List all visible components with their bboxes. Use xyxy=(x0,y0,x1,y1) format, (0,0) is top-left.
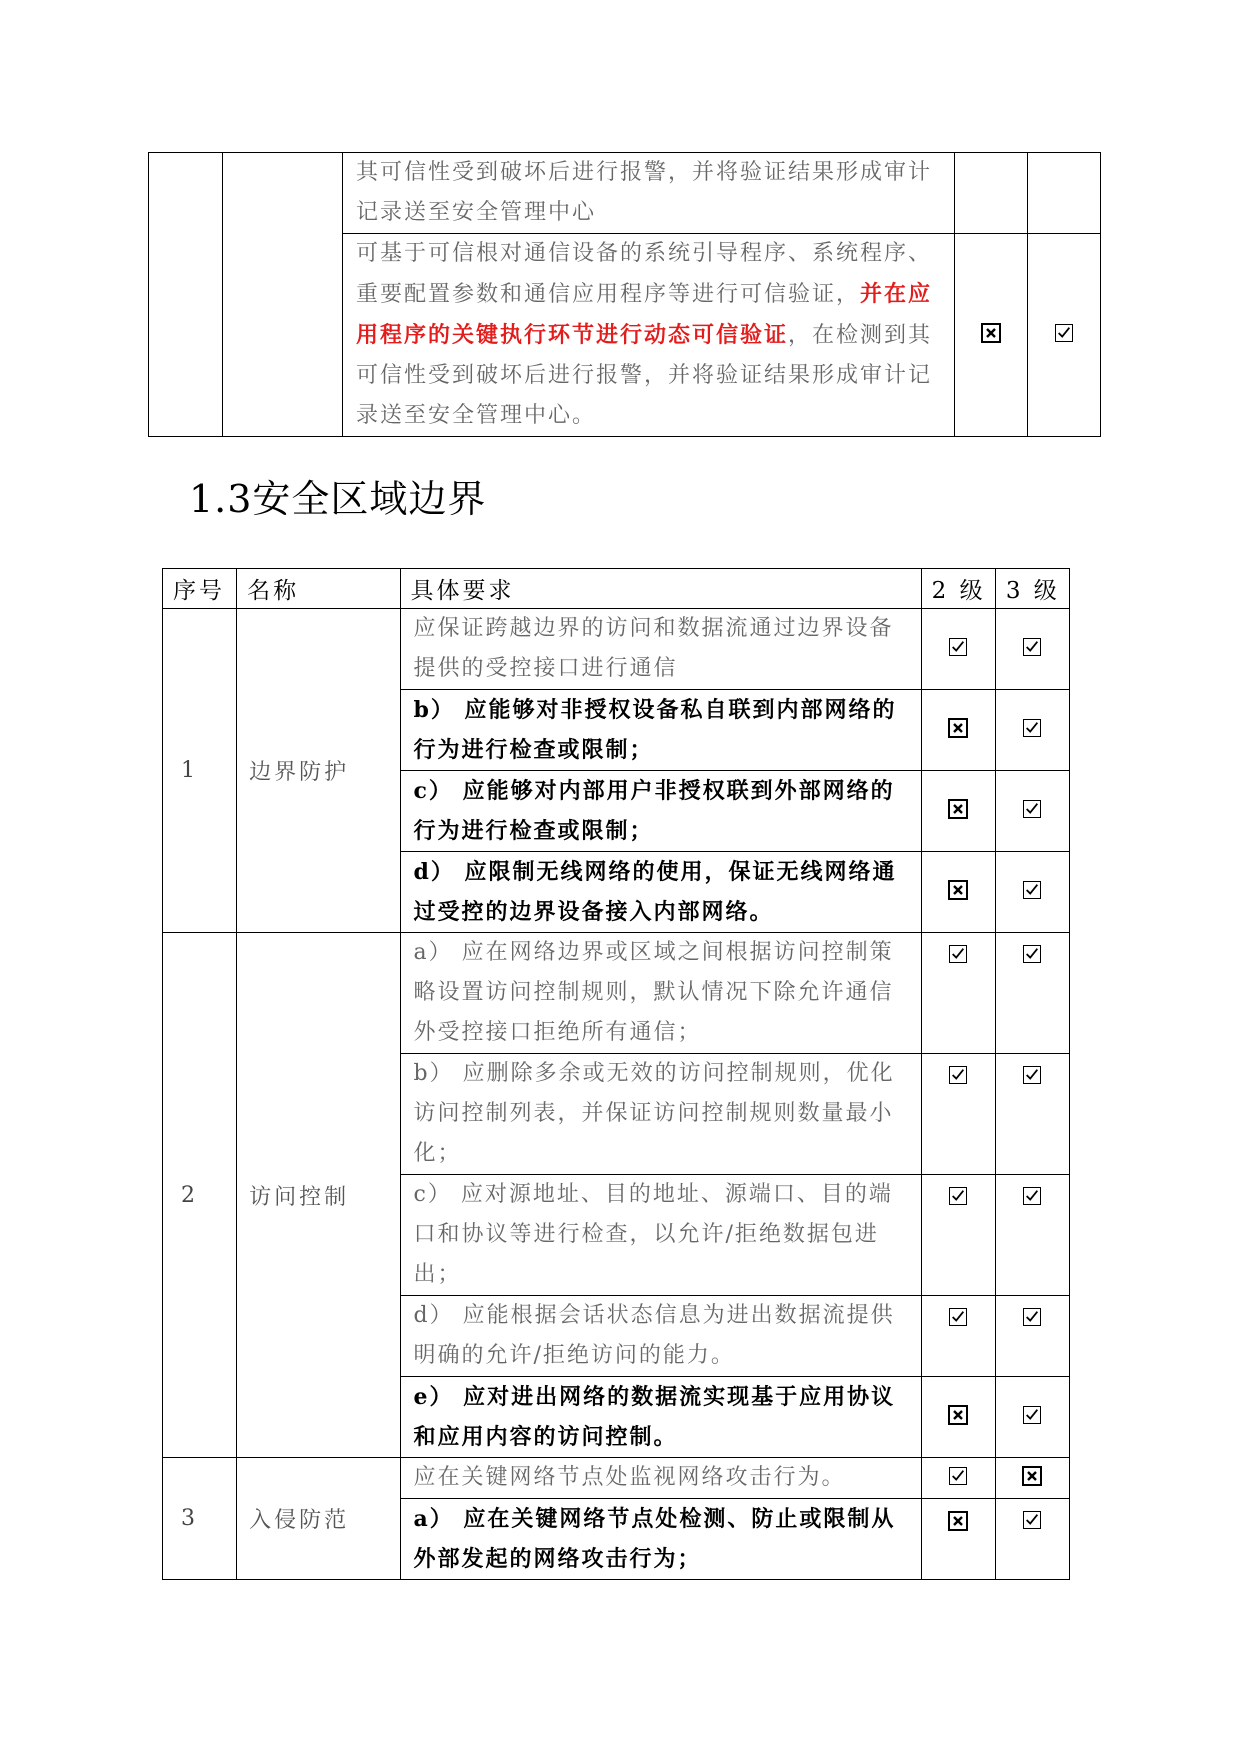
level2-cell xyxy=(955,234,1028,437)
name-cell: 边界防护 xyxy=(237,609,400,933)
level3-cell xyxy=(995,852,1069,933)
requirement-cell xyxy=(400,1054,921,1175)
header-level3: 3 级 xyxy=(995,569,1069,609)
name-cell: 访问控制 xyxy=(237,933,400,1458)
checked-checkbox-icon xyxy=(1023,719,1041,737)
checked-checkbox-icon xyxy=(1023,1511,1041,1529)
requirement-cell xyxy=(400,690,921,771)
requirement-text-part: ，在检测到其可信性受到破坏后进行报警，并将验证结果形成审计记录送至安全管理中心。 xyxy=(356,323,933,428)
requirement-text-part: 可基于可信根对通信设备的系统引导程序、系统程序、重要配置参数和通信应用程序等进行可信验证， xyxy=(356,241,933,307)
level2-cell xyxy=(921,1458,995,1499)
unchecked-cross-icon xyxy=(948,1511,968,1531)
requirement-text xyxy=(343,234,954,436)
requirement-text: d） 应能根据会话状态信息为进出数据流提供明确的允许/拒绝访问的能力。 xyxy=(413,1303,895,1368)
requirement-text: 应在关键网络节点处监视网络攻击行为。 xyxy=(413,1465,846,1490)
requirement-cell xyxy=(343,153,955,234)
requirement-cell xyxy=(400,1296,921,1377)
requirement-cell xyxy=(400,852,921,933)
table-row xyxy=(163,609,1070,690)
requirement-text: c） 应对源地址、目的地址、源端口、目的端口和协议等进行检查，以允许/拒绝数据包进出； xyxy=(413,1182,893,1287)
unchecked-cross-icon xyxy=(948,718,968,738)
requirement-text: c） 应能够对内部用户非授权联到外部网络的行为进行检查或限制； xyxy=(413,778,895,844)
checked-checkbox-icon xyxy=(949,1066,967,1084)
checked-checkbox-icon xyxy=(1023,1187,1041,1205)
level3-cell xyxy=(995,1054,1069,1175)
level2-cell xyxy=(921,609,995,690)
requirement-cell xyxy=(400,1175,921,1296)
checked-checkbox-icon xyxy=(949,945,967,963)
level2-cell xyxy=(921,1175,995,1296)
checked-checkbox-icon xyxy=(1023,1066,1041,1084)
requirement-cell xyxy=(400,609,921,690)
unchecked-cross-icon xyxy=(948,1405,968,1425)
requirement-text: b） 应删除多余或无效的访问控制规则，优化访问控制列表，并保证访问控制规则数量最小化； xyxy=(413,1061,895,1166)
requirement-text: a） 应在网络边界或区域之间根据访问控制策略设置访问控制规则，默认情况下除允许通信外受控接口拒绝所有通信； xyxy=(413,940,894,1045)
seq-cell xyxy=(149,153,223,437)
requirements-table xyxy=(162,568,1070,1580)
level3-cell xyxy=(995,1175,1069,1296)
unchecked-cross-icon xyxy=(1022,1466,1042,1486)
requirement-text: 其可信性受到破坏后进行报警，并将验证结果形成审计记录送至安全管理中心 xyxy=(356,160,933,225)
level3-cell xyxy=(995,1296,1069,1377)
table-header-row xyxy=(163,569,1070,609)
level3-cell xyxy=(1028,234,1101,437)
level3-cell xyxy=(995,690,1069,771)
top-table xyxy=(148,152,1101,437)
checked-checkbox-icon xyxy=(1055,324,1073,342)
requirement-cell xyxy=(400,1377,921,1458)
level2-cell xyxy=(921,933,995,1054)
level3-cell xyxy=(1028,153,1101,234)
checked-checkbox-icon xyxy=(949,1187,967,1205)
unchecked-cross-icon xyxy=(948,880,968,900)
requirement-text: 应保证跨越边界的访问和数据流通过边界设备提供的受控接口进行通信 xyxy=(413,616,894,681)
requirement-text: a） 应在关键网络节点处检测、防止或限制从外部发起的网络攻击行为； xyxy=(413,1506,896,1572)
level3-cell xyxy=(995,1458,1069,1499)
checked-checkbox-icon xyxy=(949,1308,967,1326)
requirement-text: d） 应限制无线网络的使用，保证无线网络通过受控的边界设备接入内部网络。 xyxy=(413,859,897,925)
header-seq: 序号 xyxy=(163,569,237,609)
level2-cell xyxy=(921,1377,995,1458)
requirement-cell xyxy=(400,933,921,1054)
checked-checkbox-icon xyxy=(1023,945,1041,963)
table-row xyxy=(163,1458,1070,1499)
section-title: 1.3安全区域边界 xyxy=(189,477,487,521)
requirement-cell xyxy=(400,771,921,852)
requirement-cell xyxy=(400,1499,921,1580)
header-level2: 2 级 xyxy=(921,569,995,609)
checked-checkbox-icon xyxy=(949,1467,967,1485)
seq-cell: 2 xyxy=(163,933,237,1458)
level3-cell xyxy=(995,771,1069,852)
header-requirement: 具体要求 xyxy=(400,569,921,609)
requirement-highlight-text: 并在应用程序的关键执行环节进行动态可信验证 xyxy=(356,281,933,348)
level2-cell xyxy=(955,153,1028,234)
table-row xyxy=(163,933,1070,1054)
checked-checkbox-icon xyxy=(1023,800,1041,818)
table-row xyxy=(149,153,1101,234)
requirement-cell xyxy=(400,1458,921,1499)
seq-cell: 3 xyxy=(163,1458,237,1580)
unchecked-cross-icon xyxy=(948,799,968,819)
level2-cell xyxy=(921,1499,995,1580)
level3-cell xyxy=(995,933,1069,1054)
name-cell: 入侵防范 xyxy=(237,1458,400,1580)
requirement-cell xyxy=(343,234,955,437)
level2-cell xyxy=(921,852,995,933)
checked-checkbox-icon xyxy=(949,638,967,656)
level2-cell xyxy=(921,1296,995,1377)
checked-checkbox-icon xyxy=(1023,1308,1041,1326)
level2-cell xyxy=(921,690,995,771)
name-cell xyxy=(223,153,343,437)
checked-checkbox-icon xyxy=(1023,1406,1041,1424)
level3-cell xyxy=(995,1499,1069,1580)
level2-cell xyxy=(921,771,995,852)
level2-cell xyxy=(921,1054,995,1175)
header-name: 名称 xyxy=(237,569,400,609)
checked-checkbox-icon xyxy=(1023,638,1041,656)
checked-checkbox-icon xyxy=(1023,881,1041,899)
unchecked-cross-icon xyxy=(981,323,1001,343)
level3-cell xyxy=(995,609,1069,690)
seq-cell: 1 xyxy=(163,609,237,933)
level3-cell xyxy=(995,1377,1069,1458)
requirement-text: b） 应能够对非授权设备私自联到内部网络的行为进行检查或限制； xyxy=(413,697,897,763)
requirement-text: e） 应对进出网络的数据流实现基于应用协议和应用内容的访问控制。 xyxy=(413,1384,896,1450)
